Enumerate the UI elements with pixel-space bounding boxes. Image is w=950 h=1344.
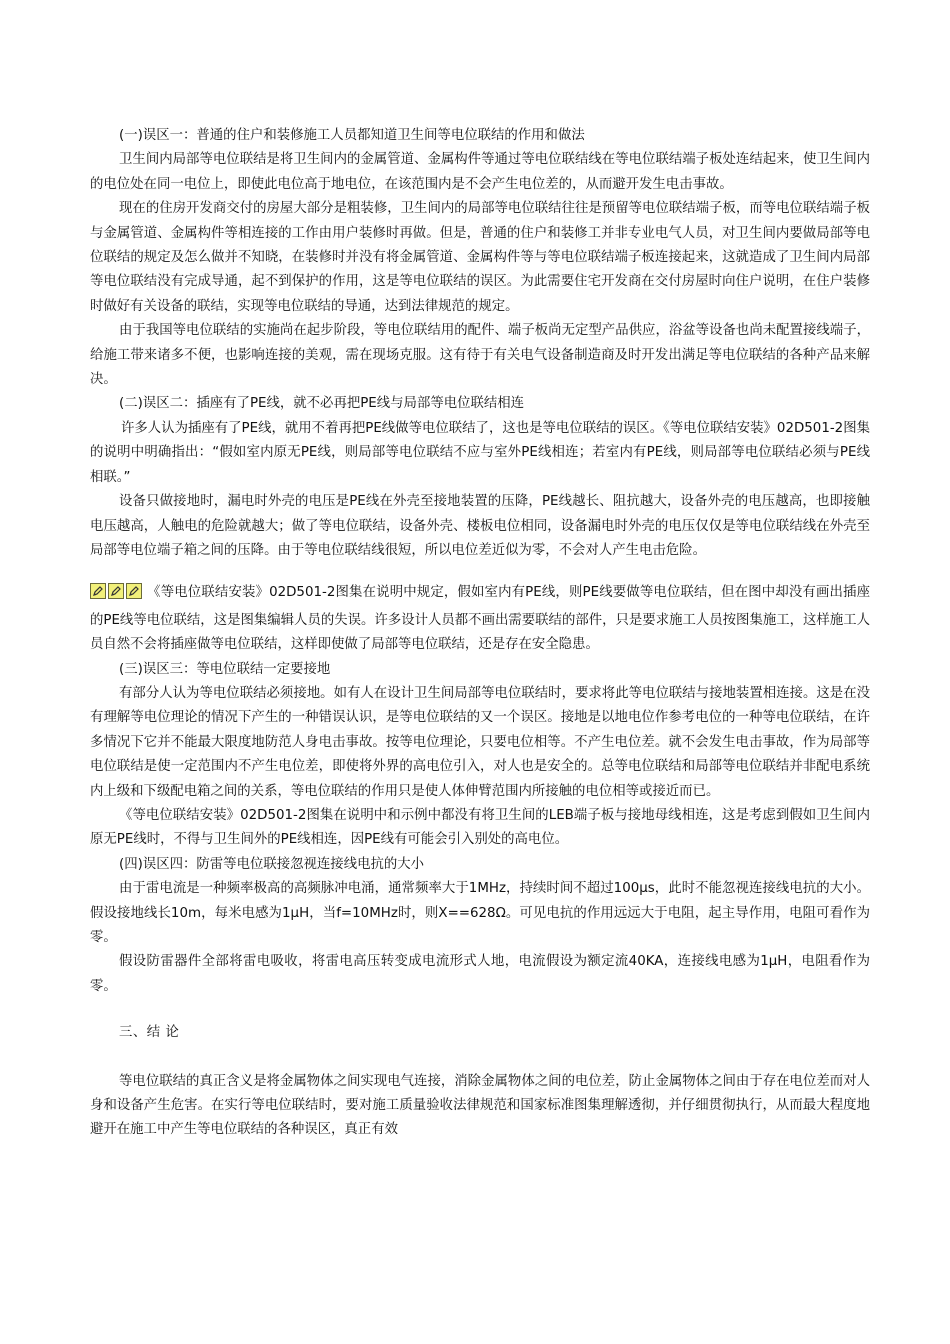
paragraph: 由于雷电流是一种频率极高的高频脉冲电涌，通常频率大于1MHz，持续时间不超过100μs，此时不能忽视连接线电抗的大小。假设接地线长10m，每米电感为1μH，当f=10MHz时，则X==628Ω。可见电抗的作用远远大于电阻，起主导作用，电阻可看作为零。 bbox=[90, 881, 870, 945]
edit-icon[interactable] bbox=[126, 583, 142, 599]
conclusion-heading: 三、结 论 bbox=[119, 1025, 180, 1041]
edit-icon[interactable] bbox=[90, 583, 106, 599]
section-heading-4: (四)误区四：防雷等电位联接忽视连接线电抗的大小 bbox=[119, 856, 425, 872]
paragraph: 《等电位联结安装》02D501-2图集在说明中和示例中都没有将卫生间的LEB端子板与接地母线相连，这是考虑到假如卫生间内原无PE线时，不得与卫生间外的PE线相连，因PE线有可能会引入别处的高电位。 bbox=[90, 807, 870, 848]
paragraph: 设备只做接地时，漏电时外壳的电压是PE线在外壳至接地装置的压降，PE线越长、阻抗越大，设备外壳的电压越高，也即接触电压越高，人触电的危险就越大；做了等电位联结，设备外壳、楼板电位相同，设备漏电时外壳的电压仅仅是等电位联结线在外壳至局部等电位端子箱之间的压降。由于等电位联结线很短，所以电位差近似为零，不会对人产生电击危险。 bbox=[90, 494, 870, 558]
paragraph: 有部分人认为等电位联结必须接地。如有人在设计卫生间局部等电位联结时，要求将此等电位联结与接地装置相连接。这是在没有理解等电位理论的情况下产生的一种错误认识，是等电位联结的又一个误区。接地是以地电位作参考电位的一种等电位联结，在许多情况下它并不能最大限度地防范人身电击事故。按等电位理论，只要电位相等。不产生电位差。就不会发生电击事故，作为局部等电位联结是使一定范围内不产生电位差，即使将外界的高电位引入，对人也是安全的。总等电位联结和局部等电位联结并非配电系统内上级和下级配电箱之间的关系，等电位联结的作用只是使人体伸臂范围内所接触的电位相等或接近而已。 bbox=[90, 685, 870, 799]
section-heading-1: (一)误区一：普通的住户和装修施工人员都知道卫生间等电位联结的作用和做法 bbox=[119, 128, 585, 143]
paragraph-text: 《等电位联结安装》02D501-2图集在说明中规定，假如室内有PE线，则PE线要做等电位联结，但在图中却没有画出插座的PE线等电位联结，这是图集编辑人员的失误。许多设计人员都不画出需要联结的部件，只是要求施工人员按图集施工，这样施工人员自然不会将插座做等电位联结，这样即使做了局部等电位联结，还是存在安全隐患。 bbox=[90, 585, 870, 653]
spacer bbox=[90, 1046, 870, 1070]
paragraph: 假设防雷器件全部将雷电吸收，将雷电高压转变成电流形式人地，电流假设为额定流40KA，连接线电感为1μH，电阻看作为零。 bbox=[90, 954, 870, 994]
paragraph: 现在的住房开发商交付的房屋大部分是粗装修，卫生间内的局部等电位联结往往是预留等电位联结端子板，而等电位联结端子板与金属管道、金属构件等相连接的工作由用户装修时再做。但是，普通的住户和装修工并非专业电气人员，对卫生间内要做局部等电位联结的规定及怎么做并不知晓，在装修时并没有将金属管道、金属构件等与等电位联结端子板连接起来，这就造成了卫生间内局部等电位联结没有完成导通，起不到保护的作用，这是等电位联结的误区。为此需要住宅开发商在交付房屋时向住户说明，在住户装修时做好有关设备的联结，实现等电位联结的导通，达到法律规范的规定。 bbox=[90, 201, 870, 314]
section-heading-3: (三)误区三：等电位联结一定要接地 bbox=[119, 661, 331, 677]
edit-icon[interactable] bbox=[108, 583, 124, 599]
edit-icons-group bbox=[90, 583, 144, 608]
paragraph: 等电位联结的真正含义是将金属物体之间实现电气连接，消除金属物体之间的电位差，防止金属物体之间由于存在电位差而对人身和设备产生危害。在实行等电位联结时，要对施工质量验收法律规范和国家标准图集理解透彻，并仔细贯彻执行，从而最大程度地避开在施工中产生等电位联结的各种误区，真正有效 bbox=[90, 1073, 870, 1138]
paragraph-with-icons bbox=[90, 581, 870, 657]
paragraph: 许多人认为插座有了PE线，就用不着再把PE线做等电位联结了，这也是等电位联结的误区。《等电位联结安装》02D501-2图集的说明中明确指出：“假如室内原无PE线，则局部等电位联结不应与室外PE线相连；若室内有PE线，则局部等电位联结必须与PE线相联。” bbox=[90, 420, 870, 485]
document-body bbox=[90, 124, 870, 1143]
paragraph: 由于我国等电位联结的实施尚在起步阶段，等电位联结用的配件、端子板尚无定型产品供应，浴盆等设备也尚未配置接线端子，给施工带来诸多不便，也影响连接的美观，需在现场克服。这有待于有关电气设备制造商及时开发出满足等电位联结的各种产品来解决。 bbox=[90, 323, 870, 388]
section-heading-2: (二)误区二：插座有了PE线，就不必再把PE线与局部等电位联结相连 bbox=[119, 396, 525, 412]
paragraph: 卫生间内局部等电位联结是将卫生间内的金属管道、金属构件等通过等电位联结线在等电位联结端子板处连结起来，使卫生间内的电位处在同一电位上，即使此电位高于地电位，在该范围内是不会产生电位差的，从而避开发生电击事故。 bbox=[90, 152, 870, 192]
